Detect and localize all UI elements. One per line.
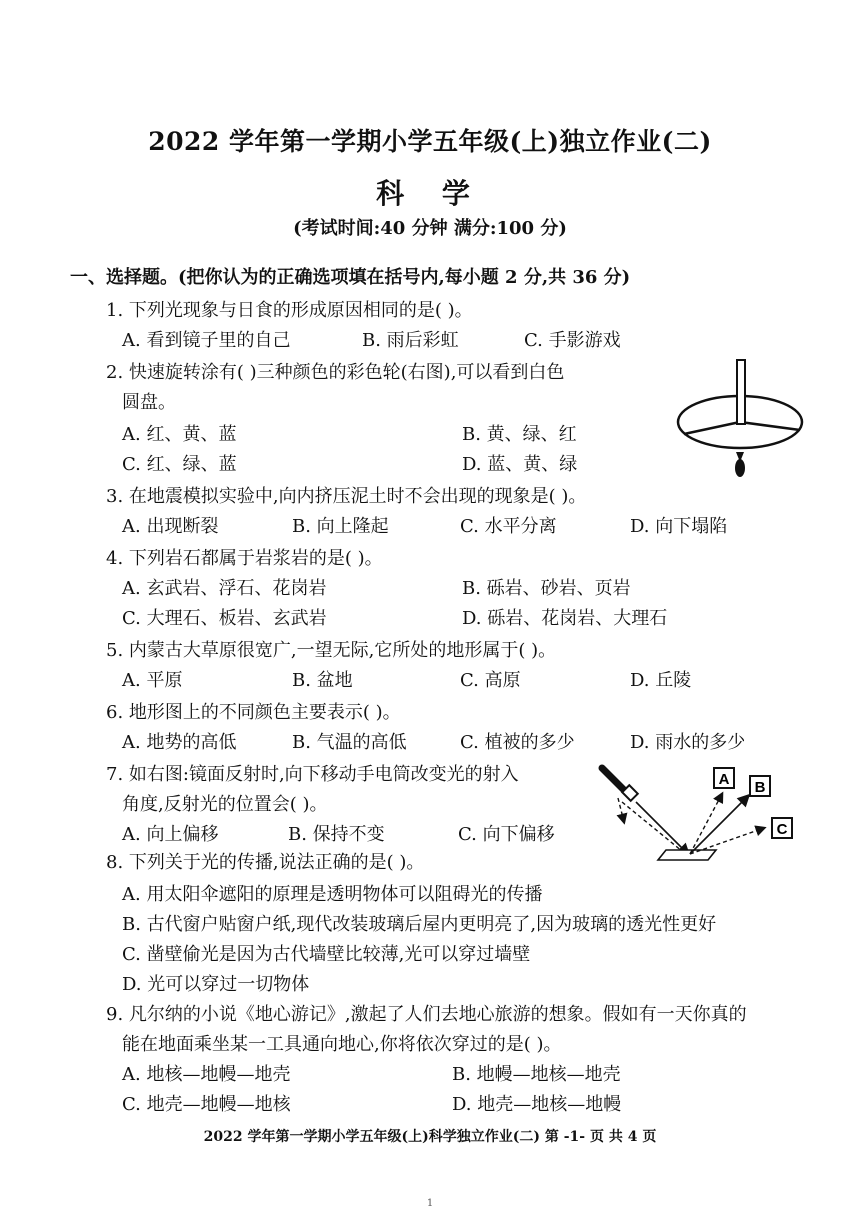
q4-option-d: D. 砾岩、花岗岩、大理石 bbox=[462, 608, 668, 629]
q6-option-c: C. 植被的多少 bbox=[460, 732, 575, 753]
mirror-label-b: B bbox=[754, 779, 766, 796]
page-number: 1 bbox=[426, 1198, 434, 1209]
q1-option-a: A. 看到镜子里的自己 bbox=[122, 330, 291, 351]
subject-title: 科 学 bbox=[376, 177, 484, 210]
q3-option-b: B. 向上隆起 bbox=[292, 516, 389, 537]
mirror-reflection-figure bbox=[596, 762, 800, 868]
page-footer: 2022 学年第一学期小学五年级(上)科学独立作业(二) 第 -1- 页 共 4 页 bbox=[203, 1129, 657, 1145]
q4-option-c: C. 大理石、板岩、玄武岩 bbox=[122, 608, 327, 629]
question-1-stem: 1. 下列光现象与日食的形成原因相同的是( )。 bbox=[106, 300, 473, 321]
q2-option-d: D. 蓝、黄、绿 bbox=[462, 454, 578, 475]
question-2-stem: 2. 快速旋转涂有( )三种颜色的彩色轮(右图),可以看到白色 bbox=[106, 362, 565, 383]
q3-option-c: C. 水平分离 bbox=[460, 516, 557, 537]
q4-option-a: A. 玄武岩、浮石、花岗岩 bbox=[122, 578, 327, 599]
question-3-stem: 3. 在地震模拟实验中,向内挤压泥土时不会出现的现象是( )。 bbox=[106, 486, 587, 507]
q9-option-d: D. 地壳—地核—地幔 bbox=[452, 1094, 622, 1115]
q3-option-d: D. 向下塌陷 bbox=[630, 516, 728, 537]
q6-option-d: D. 雨水的多少 bbox=[630, 732, 746, 753]
mirror-label-c: C bbox=[776, 821, 788, 838]
mirror-label-a: A bbox=[718, 771, 730, 788]
q8-option-c: C. 凿壁偷光是因为古代墙壁比较薄,光可以穿过墙壁 bbox=[122, 944, 531, 965]
section-heading: 一、选择题。(把你认为的正确选项填在括号内,每小题 2 分,共 36 分) bbox=[70, 267, 631, 288]
color-wheel-figure bbox=[672, 356, 812, 486]
q2-option-b: B. 黄、绿、红 bbox=[462, 424, 577, 445]
q9-option-a: A. 地核—地幔—地壳 bbox=[122, 1064, 291, 1085]
exam-title: 2022 学年第一学期小学五年级(上)独立作业(二) bbox=[148, 127, 712, 156]
q8-option-b: B. 古代窗户贴窗户纸,现代改装玻璃后屋内更明亮了,因为玻璃的透光性更好 bbox=[122, 914, 717, 935]
q7-option-a: A. 向上偏移 bbox=[122, 824, 219, 845]
q7-option-b: B. 保持不变 bbox=[288, 824, 385, 845]
q1-option-c: C. 手影游戏 bbox=[524, 330, 621, 351]
question-4-stem: 4. 下列岩石都属于岩浆岩的是( )。 bbox=[106, 548, 383, 569]
q3-option-a: A. 出现断裂 bbox=[122, 516, 219, 537]
q1-option-b: B. 雨后彩虹 bbox=[362, 330, 459, 351]
question-9-stem-cont: 能在地面乘坐某一工具通向地心,你将依次穿过的是( )。 bbox=[122, 1034, 562, 1055]
q5-option-d: D. 丘陵 bbox=[630, 670, 692, 691]
q7-option-c: C. 向下偏移 bbox=[458, 824, 555, 845]
q6-option-a: A. 地势的高低 bbox=[122, 732, 237, 753]
q5-option-c: C. 高原 bbox=[460, 670, 521, 691]
exam-info: (考试时间:40 分钟 满分:100 分) bbox=[293, 218, 567, 239]
q2-option-a: A. 红、黄、蓝 bbox=[122, 424, 237, 445]
question-7-stem-cont: 角度,反射光的位置会( )。 bbox=[122, 794, 328, 815]
question-9-stem: 9. 凡尔纳的小说《地心游记》,激起了人们去地心旅游的想象。假如有一天你真的 bbox=[106, 1004, 747, 1025]
question-6-stem: 6. 地形图上的不同颜色主要表示( )。 bbox=[106, 702, 401, 723]
question-2-stem-cont: 圆盘。 bbox=[122, 392, 176, 413]
q2-option-c: C. 红、绿、蓝 bbox=[122, 454, 237, 475]
q8-option-a: A. 用太阳伞遮阳的原理是透明物体可以阻碍光的传播 bbox=[122, 884, 543, 905]
q9-option-b: B. 地幔—地核—地壳 bbox=[452, 1064, 621, 1085]
q4-option-b: B. 砾岩、砂岩、页岩 bbox=[462, 578, 631, 599]
question-5-stem: 5. 内蒙古大草原很宽广,一望无际,它所处的地形属于( )。 bbox=[106, 640, 557, 661]
q8-option-d: D. 光可以穿过一切物体 bbox=[122, 974, 310, 995]
q9-option-c: C. 地壳—地幔—地核 bbox=[122, 1094, 291, 1115]
q5-option-a: A. 平原 bbox=[122, 670, 183, 691]
q5-option-b: B. 盆地 bbox=[292, 670, 353, 691]
question-7-stem: 7. 如右图:镜面反射时,向下移动手电筒改变光的射入 bbox=[106, 764, 519, 785]
q6-option-b: B. 气温的高低 bbox=[292, 732, 407, 753]
question-8-stem: 8. 下列关于光的传播,说法正确的是( )。 bbox=[106, 852, 425, 873]
